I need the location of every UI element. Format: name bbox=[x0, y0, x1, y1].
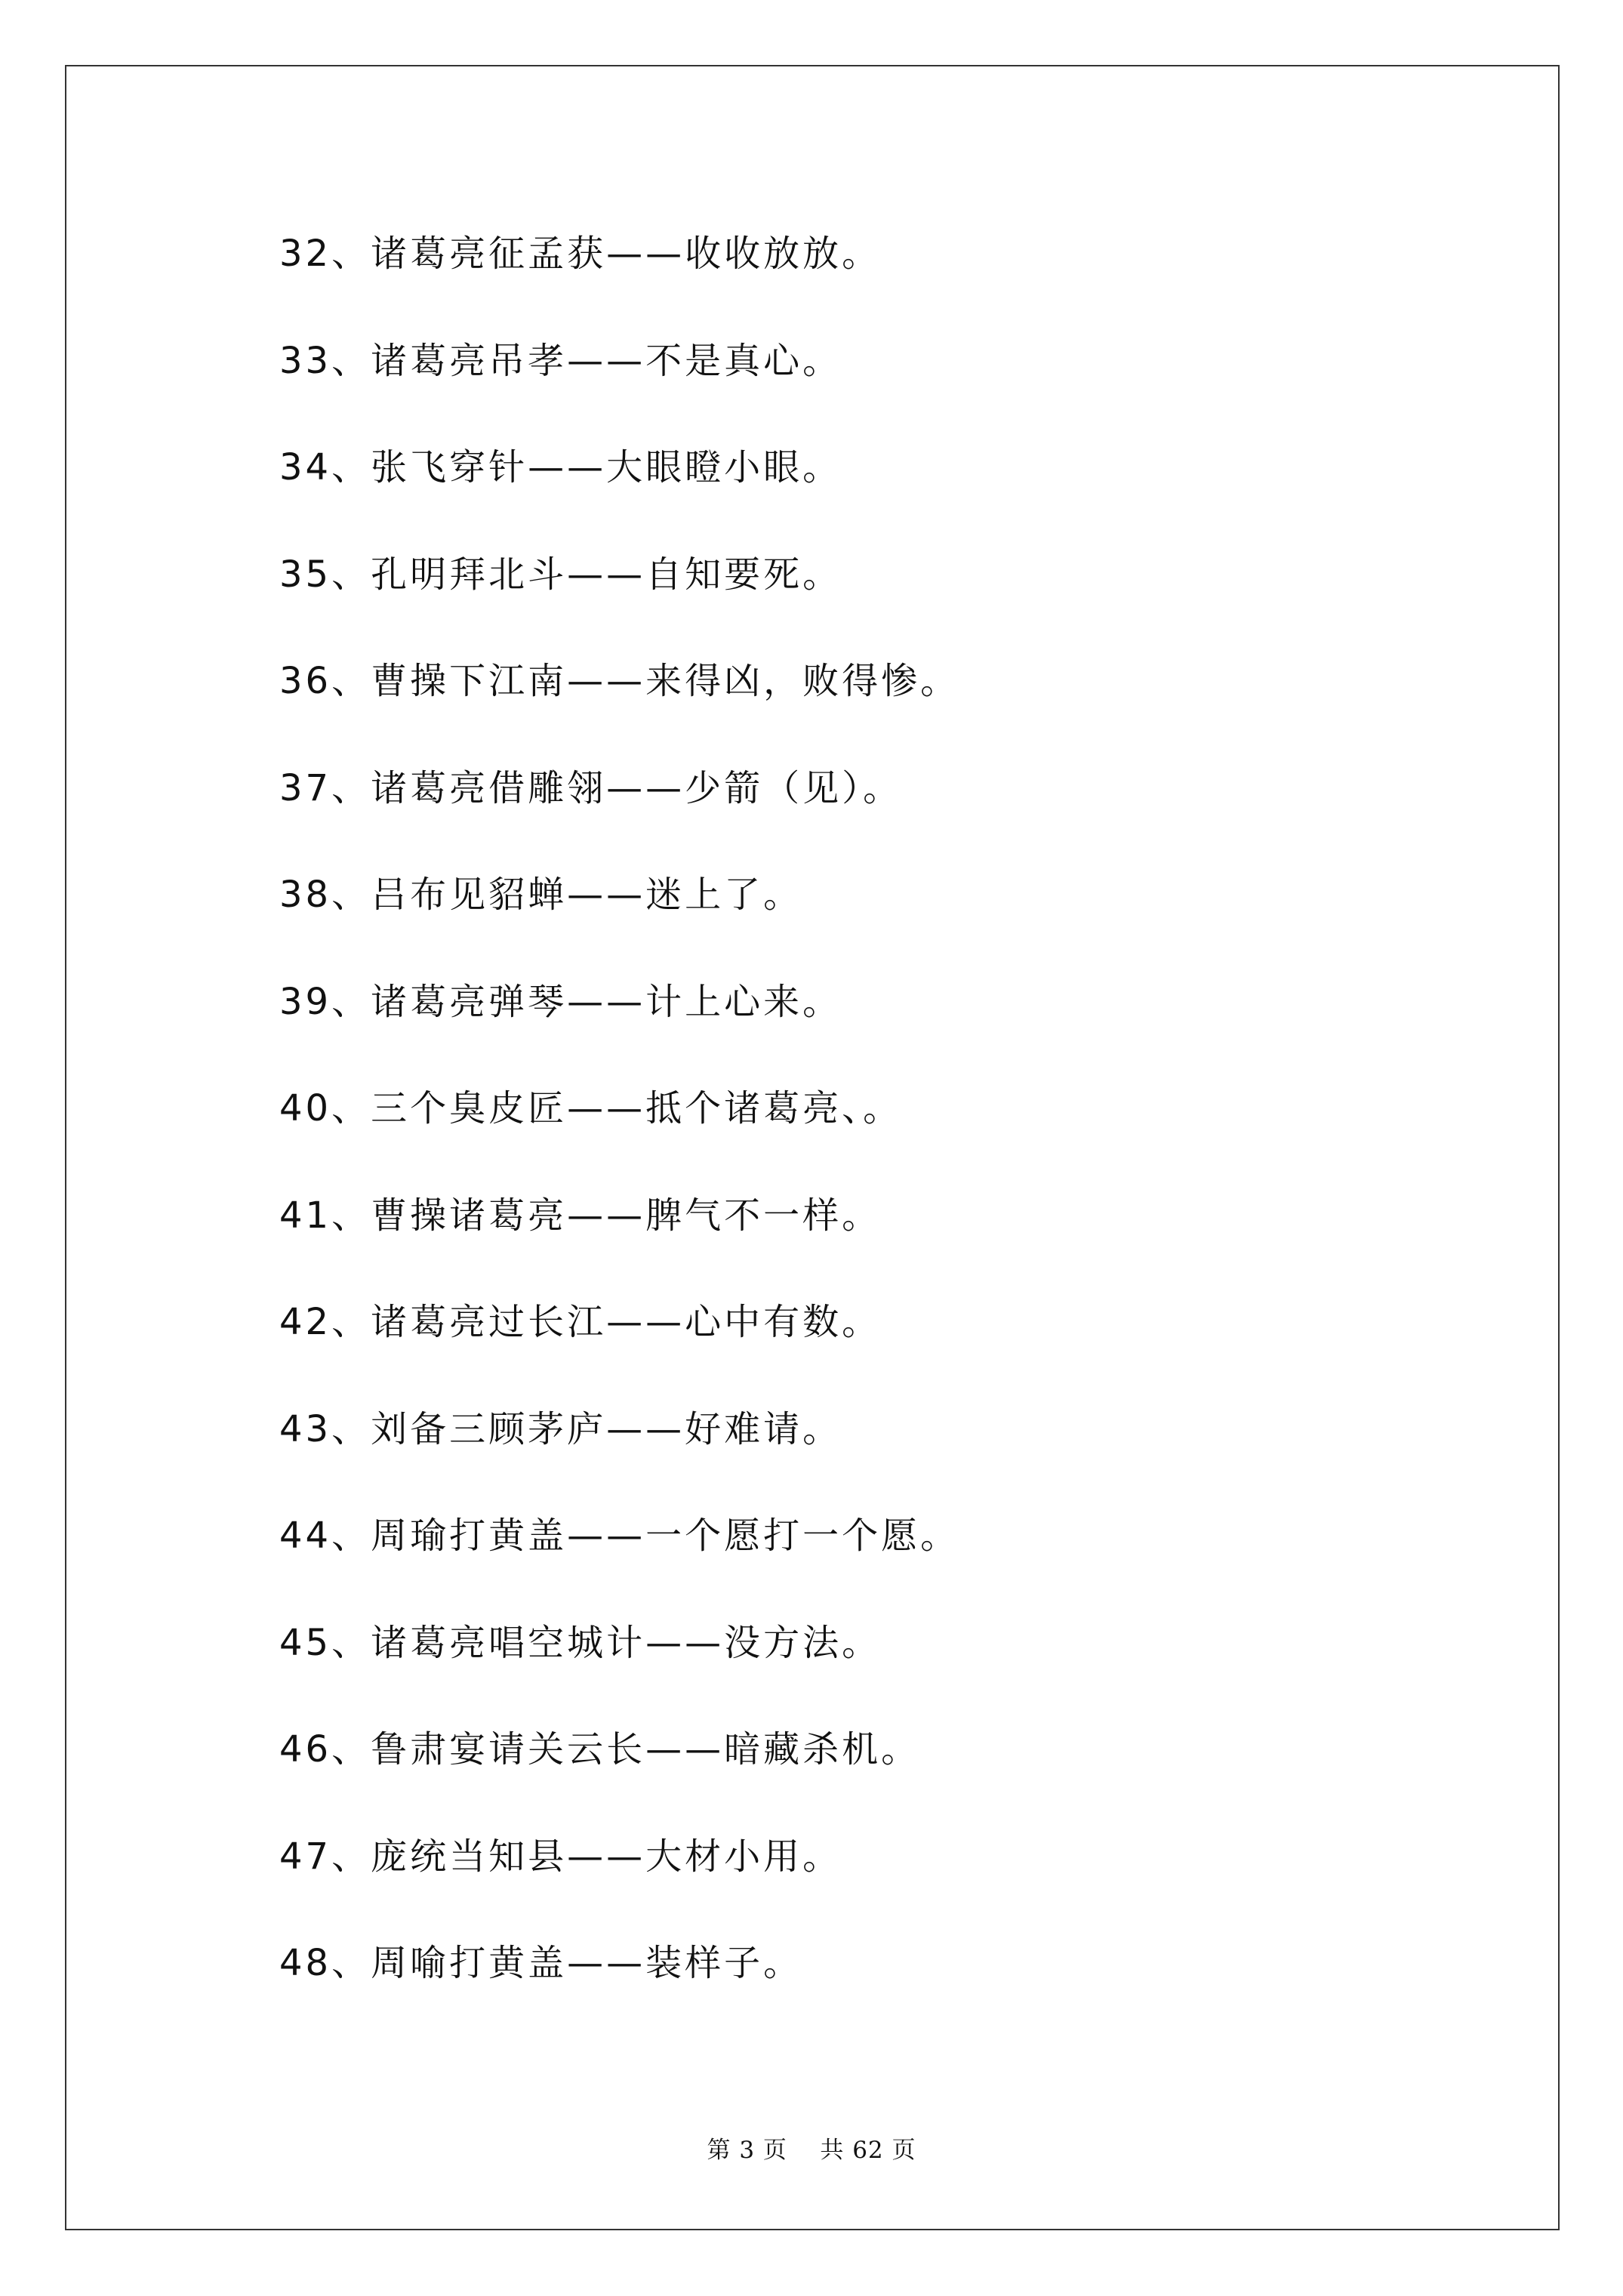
text-line: 41、曹操诸葛亮——脾气不一样。 bbox=[279, 1194, 882, 1237]
page-total: 共 62 页 bbox=[820, 2137, 916, 2164]
text-line: 39、诸葛亮弹琴——计上心来。 bbox=[279, 980, 842, 1023]
text-line: 43、刘备三顾茅庐——好难请。 bbox=[279, 1407, 842, 1450]
page-number: 第 3 页 bbox=[707, 2137, 787, 2164]
text-line: 46、鲁肃宴请关云长——暗藏杀机。 bbox=[279, 1728, 921, 1771]
text-line: 33、诸葛亮吊孝——不是真心。 bbox=[279, 339, 842, 382]
text-line: 45、诸葛亮唱空城计——没方法。 bbox=[279, 1621, 882, 1664]
text-line: 44、周瑜打黄盖——一个愿打一个愿。 bbox=[279, 1515, 960, 1557]
text-line: 32、诸葛亮征孟获——收收放放。 bbox=[279, 233, 882, 275]
text-line: 36、曹操下江南——来得凶，败得惨。 bbox=[279, 660, 960, 702]
text-line: 47、庞统当知县——大材小用。 bbox=[279, 1835, 842, 1878]
text-line: 48、周喻打黄盖——装样子。 bbox=[279, 1942, 803, 1984]
text-line: 42、诸葛亮过长江——心中有数。 bbox=[279, 1301, 882, 1343]
text-line: 34、张飞穿针——大眼瞪小眼。 bbox=[279, 446, 842, 488]
text-line: 35、孔明拜北斗——自知要死。 bbox=[279, 553, 842, 596]
text-line: 37、诸葛亮借雕翎——少箭（见）。 bbox=[279, 766, 903, 809]
text-line: 38、吕布见貂蝉——迷上了。 bbox=[279, 874, 803, 916]
text-body bbox=[279, 223, 1487, 2040]
text-line: 40、三个臭皮匠——抵个诸葛亮、。 bbox=[279, 1087, 903, 1130]
page-footer bbox=[0, 2131, 1623, 2165]
